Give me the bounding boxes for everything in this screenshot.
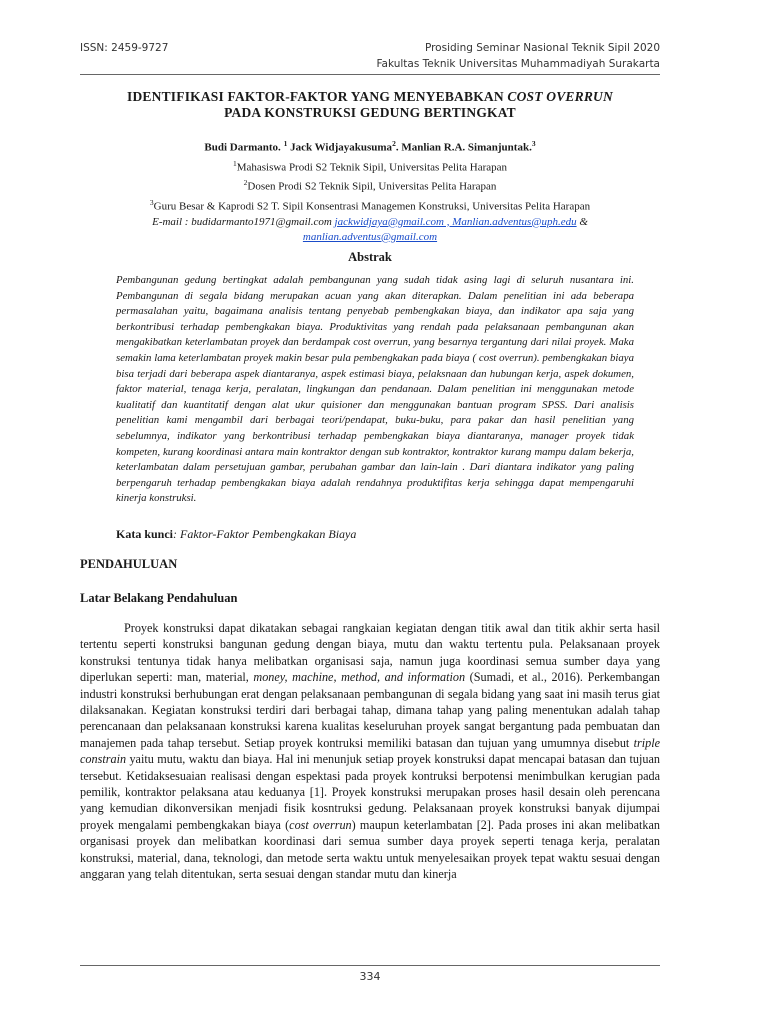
issn-label: ISSN: 2459-9727 <box>80 42 169 54</box>
affiliation-2-sup: 2 <box>243 178 248 188</box>
affiliation-3 <box>80 195 660 215</box>
affiliation-2 <box>80 175 660 195</box>
journal-line-1: Prosiding Seminar Nasional Teknik Sipil 2020 <box>424 42 660 54</box>
affiliation-1-sup: 1 <box>232 158 237 168</box>
author-block <box>80 136 660 245</box>
header-divider <box>80 74 660 75</box>
affiliation-1-text: Mahasiswa Prodi S2 Teknik Sipil, Universitas Pelita Harapan <box>236 161 508 174</box>
body-paragraph <box>80 620 660 883</box>
email-amp: & <box>576 215 588 228</box>
author-2: Jack Widjayakusuma <box>287 141 393 154</box>
title-line-2: PADA KONSTRUKSI GEDUNG BERTINGKAT <box>224 105 516 120</box>
abstract-heading: Abstrak <box>348 250 392 264</box>
author-2-sup: 2 <box>392 139 396 148</box>
email-line <box>80 215 660 230</box>
affiliation-2-text: Dosen Prodi S2 Teknik Sipil, Universitas Pelita Harapan <box>247 180 497 193</box>
email-prefix: E-mail : budidarmanto1971@gmail.com <box>152 215 335 228</box>
journal-header <box>376 40 660 72</box>
keywords-value: : Faktor-Faktor Pembengkakan Biaya <box>173 527 357 541</box>
keywords <box>116 527 356 542</box>
title-line-1-text: IDENTIFIKASI FAKTOR-FAKTOR YANG MENYEBABKAN <box>127 89 508 104</box>
author-3-sup: 3 <box>531 139 536 148</box>
subsection-heading-latar-belakang: Latar Belakang Pendahuluan <box>80 591 238 605</box>
footer-divider <box>80 965 660 966</box>
affiliation-1 <box>80 156 660 176</box>
journal-line-2: Fakultas Teknik Universitas Muhammadiyah Surakarta <box>376 58 660 70</box>
paper-title <box>80 89 660 121</box>
author-1-sup: 1 <box>283 139 288 148</box>
email-line-2 <box>80 230 660 245</box>
keywords-label: Kata kunci <box>116 527 174 541</box>
email-link-1[interactable]: jackwidjaya@gmail.com , Manlian.adventus@uph.edu <box>334 215 577 228</box>
body-text-3: yaitu mutu, waktu dan biaya. Hal ini menunjuk setiap proyek konstruksi dapat mencapai batasan dan tujuan tersebut. Ketidaksesuaian realisasi dengan espektasi pada proyek kontruksi berpotensi menimbulkan kerugian pada pemilik, kontraktor pelaksana atau keduanya [1]. Proyek konstruksi merupakan proses hasil desain oleh perencana yang kemudian dikonversikan menjadi fisik kosntruksi gedung. Pelaksanaan proyek konstruksi banyak dijumpai proyek mengalami pembengkakan biaya ( <box>80 752 660 832</box>
author-3: . Manlian R.A. Simanjuntak. <box>395 141 532 154</box>
section-heading-pendahuluan: PENDAHULUAN <box>80 557 178 571</box>
body-text-1: Proyek konstruksi dapat dikatakan sebagai rangkaian kegiatan dengan titik awal dan titik akhir serta hasil tertentu seperti konstruksi bangunan gedung dengan biaya, mutu dan waktu tertentu pula. Pelaksanaan proyek konstruksi tentunya tidak hanya melibatkan organisasi saja, namun juga koordinasi semua sumber daya yang diperlukan seperti: man, material, <box>80 621 660 685</box>
abstract-body: Pembangunan gedung bertingkat adalah pembangunan yang sudah tidak asing lagi di seluruh nusantara ini. Pembangunan di segala bidang merupakan acuan yang akan diterapkan. Dalam penelitian ini ada beberapa permasalahan yaitu, bagaimana analisis tentang penyebab pembengkakan biaya, dan indikator apa saja yang berkontribusi terhadap pembengkakan biaya. Produktivitas yang rendah pada pelaksanaan pembangunan akan mengakibatkan keterlambatan proyek dan berdampak cost overrun, yang besarnya tergantung dari nilai proyek. Maka semakin lama keterlambatan proyek makin besar pula pembengkakan pada biaya ( cost overrun). pembengkakan biaya bisa terjadi dari beberapa aspek diantaranya, aspek estimasi biaya, pelaksnaan dan hubungan kerja, aspek dokumen, faktor material, tenaga kerja, peralatan, lingkungan dan pendanaan. Dalam penelitian ini menggunakan metode kualitatif dan kuantitatif dengan alat ukur quisioner dan menggunakan bantuan program SPSS. Dari analisis penelitian kami mengambil dari berbagai teori/pendapat, buku-buku, para pakar dan hasil penelitian yang sebelumnya, indikator yang berkontribusi terhadap pembengkakan biaya diantaranya, manager proyek tidak kompeten, kurang koordinasi antara main kontraktor dengan sub kontraktor, kontraktor kurang mampu dalam bekerja, keterlambatan dalam persetujuan gambar, perubahan gambar dan lain-lain . Dari diantara indikator yang paling berpengaruh terhadap pembengkakan biaya adalah rendahnya produktifitas kerja sehingga dapat mempengaruhi kinerja konstruksi. <box>116 274 634 505</box>
body-italic-3: cost overrun <box>289 817 352 832</box>
page-number: 334 <box>359 970 381 983</box>
body-text-2: (Sumadi, et al., 2016). Perkembangan industri konstruksi berhubungan erat dengan pelaksanaan pembangunan di segala bidang yang saat ini masih terus giat dilaksanakan. Kegiatan konstruksi terdiri dari berbagai tahap, dimana tahap yang paling menentukan adalah tahap perencanaan dan pelaksanaan konstruksi karena kualitas keseluruhan proyek sangat bergantung pada pembuatan dan manajemen pada tahap tersebut. Setiap proyek kontruksi memiliki batasan dan tujuan yang umumnya disebut <box>80 670 661 750</box>
body-italic-2: triple constrain <box>80 735 660 767</box>
title-line-1 <box>80 89 660 105</box>
author-names <box>80 136 660 156</box>
title-italic: COST OVERRUN <box>507 89 613 104</box>
affiliation-3-text: Guru Besar & Kaprodi S2 T. Sipil Konsentrasi Managemen Konstruksi, Universitas Pelita Harapan <box>153 200 591 213</box>
email-link-2[interactable]: manlian.adventus@gmail.com <box>302 230 438 243</box>
body-text-4: ) maupun keterlambatan [2]. Pada proses ini akan melibatkan organisasi proyek dan melibatkan koordinasi dari semua sumber daya proyek seperti tenaga kerja, peralatan konstruksi, material, dana, teknologi, dan metode serta waktu untuk menyelesaikan proyek tepat waktu sesuai dengan anggaran yang telah ditentukan, serta sesuai dengan standar mutu dan kinerja <box>80 817 661 882</box>
body-italic-1: money, machine, method, and information <box>253 670 466 685</box>
author-1: Budi Darmanto. <box>204 141 281 154</box>
affiliation-3-sup: 3 <box>149 197 154 207</box>
